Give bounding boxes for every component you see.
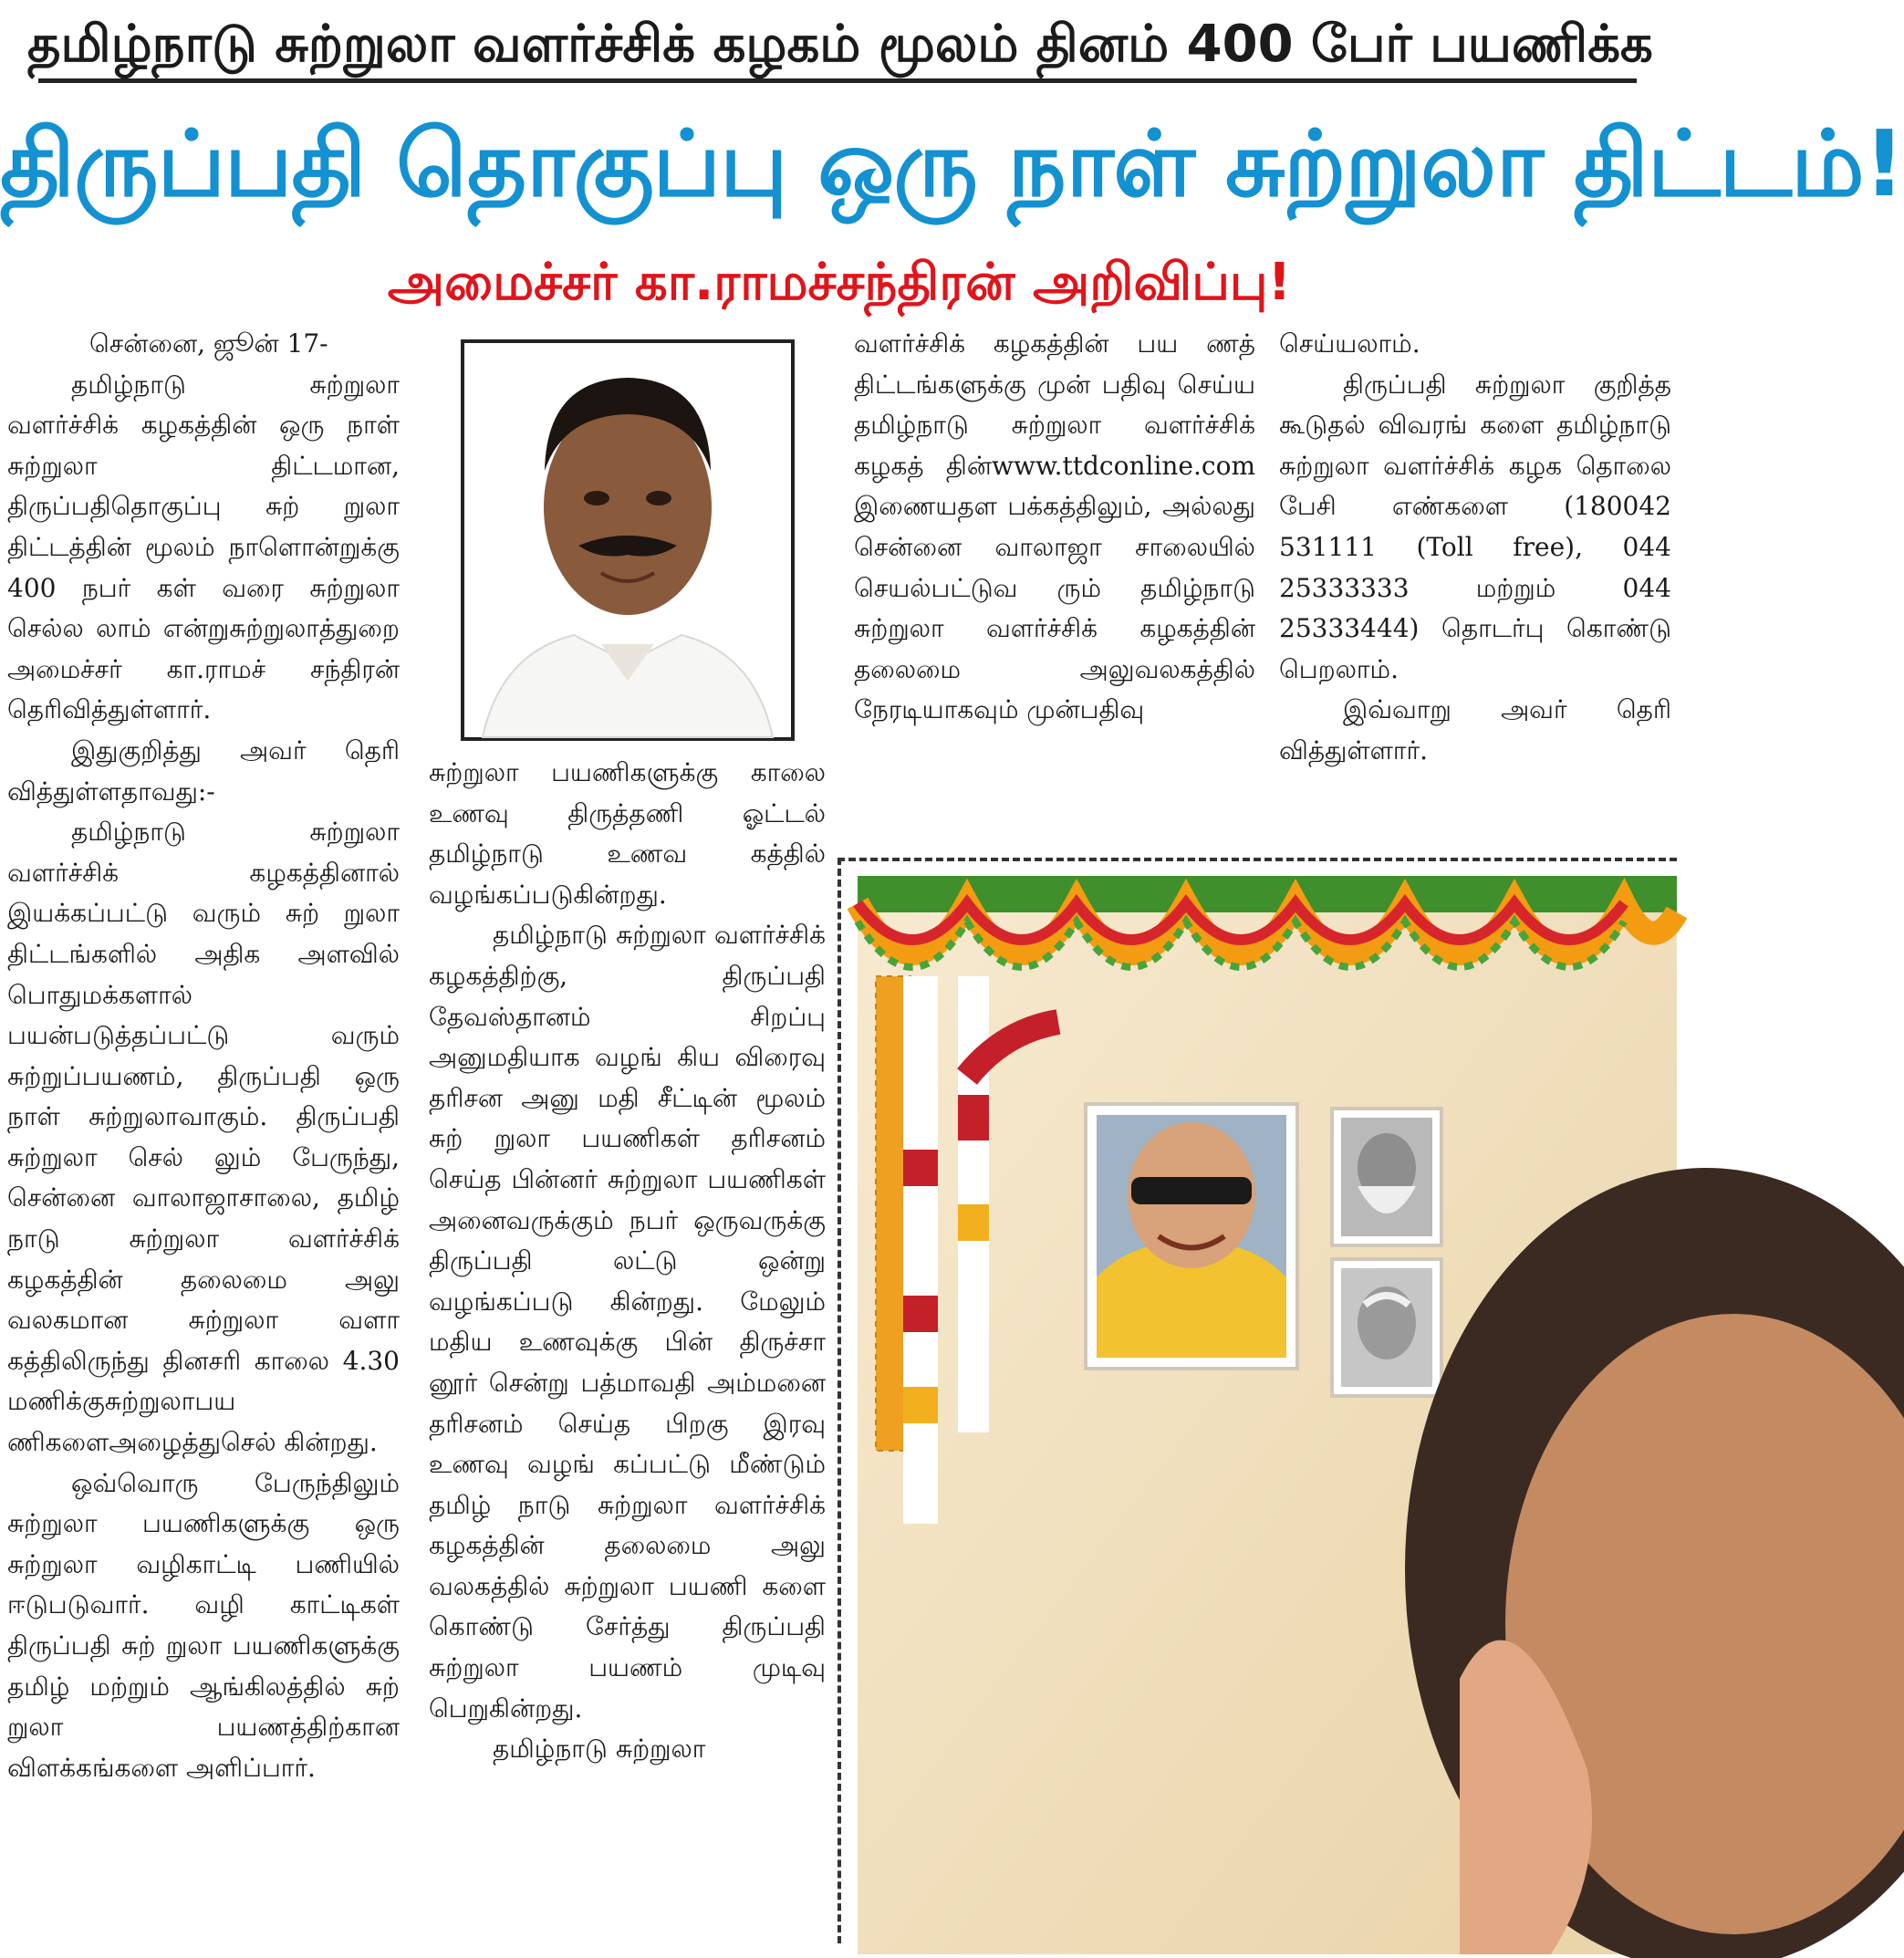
- kicker-underline: [38, 78, 1637, 83]
- kicker-headline: தமிழ்நாடு சுற்றுலா வளர்ச்சிக் கழகம் மூலம் தினம் 400 பேர் பயணிக்க: [27, 15, 1653, 74]
- paragraph: இதுகுறித்து அவர் தெரி வித்துள்ளதாவது:-: [7, 734, 400, 807]
- paragraph: செய்யலாம்.: [1279, 328, 1420, 359]
- paragraph: இவ்வாறு அவர் தெரி வித்துள்ளார்.: [1279, 694, 1671, 765]
- paragraph: தமிழ்நாடு சுற்றுலா வளர்ச்சிக் கழகத்தின் ஒரு நாள் சுற்றுலா திட்டமான, திருப்பதிதொகுப்பு சுற் றுலா திட்டத்தின் மூலம் நாளொன்றுக்கு 400 நபர் கள் வரை சுற்றுலா செல்ல லாம் என்றுசுற்றுலாத்துறை அமைச்சர் கா.ராமச் சந்திரன் தெரிவித்துள்ளார்.: [7, 369, 400, 725]
- leader-portrait-small-top: [1332, 1109, 1441, 1245]
- advertisement-banner: [858, 876, 1677, 1954]
- article-column-2: [429, 753, 826, 1939]
- paragraph: சுற்றுலா பயணிகளுக்கு காலை உணவு திருத்தணி ஓட்டல் தமிழ்நாடு உணவ கத்தில் வழங்கப்படுகின்றது.: [429, 757, 826, 910]
- article-column-3: [854, 324, 1255, 835]
- minister-photo: [461, 339, 795, 741]
- dateline: சென்னை, ஜூன் 17-: [89, 328, 328, 359]
- paragraph: திருப்பதி சுற்றுலா குறித்த கூடுதல் விவரங் களை தமிழ்நாடு சுற்றுலா வளர்ச்சிக் கழக தொலை பேசி எண்களை (180042 531111 (Toll free), 044 25333333 மற்றும் 044 25333444) தொடர்பு கொண்டு பெறலாம்.: [1279, 369, 1671, 684]
- sub-headline: அமைச்சர் கா.ராமச்சந்திரன் அறிவிப்பு!: [387, 253, 1292, 312]
- leader-portrait-small-bottom: [1332, 1259, 1441, 1396]
- paragraph: வளர்ச்சிக் கழகத்தின் பய ணத் திட்டங்களுக்கு முன் பதிவு செய்ய தமிழ்நாடு சுற்றுலா வளர்ச்சிக் கழகத் தின்www.ttdconline.com இணையதள பக்கத்திலும், அல்லது சென்னை வாலாஜா சாலையில் செயல்பட்டுவ ரும் தமிழ்நாடு சுற்றுலா வளர்ச்சிக் கழகத்தின் தலைமை அலுவலகத்தில் நேரடியாகவும் முன்பதிவு: [854, 328, 1255, 725]
- paragraph: தமிழ்நாடு சுற்றுலா: [493, 1734, 706, 1765]
- paragraph: தமிழ்நாடு சுற்றுலா வளர்ச்சிக் கழகத்திற்கு, திருப்பதி தேவஸ்தானம் சிறப்பு அனுமதியாக வழங் கிய விரைவு தரிசன அனு மதி சீட்டின் மூலம் சுற் றுலா பயணிகள் தரிசனம் செய்த பின்னர் சுற்றுலா பயணிகள் அனைவருக்கும் நபர் ஒருவருக்கு திருப்பதி லட்டு ஒன்று வழங்கப்படு கின்றது. மேலும் மதிய உணவுக்கு பின் திருச்சா னூர் சென்று பத்மாவதி அம்மனை தரிசனம் செய்த பிறகு இரவு உணவு வழங் கப்பட்டு மீண்டும் தமிழ் நாடு சுற்றுலா வளர்ச்சிக் கழகத்தின் தலைமை அலு வலகத்தில் சுற்றுலா பயணி களை கொண்டு சேர்த்து திருப்பதி சுற்றுலா பயணம் முடிவு பெறுகின்றது.: [429, 920, 826, 1724]
- leader-portrait-large: [1086, 1104, 1297, 1369]
- article-column-1: [7, 324, 400, 1930]
- ad-border-left: [838, 858, 841, 1943]
- main-headline: திருப்பதி தொகுப்பு ஒரு நாள் சுற்றுலா திட்டம்!: [0, 110, 1904, 217]
- article-column-4: [1279, 324, 1671, 835]
- ad-border-top: [838, 858, 1677, 861]
- paragraph: ஒவ்வொரு பேருந்திலும் சுற்றுலா பயணிகளுக்கு ஒரு சுற்றுலா வழிகாட்டி பணியில் ஈடுபடுவார். வழி காட்டிகள் திருப்பதி சுற் றுலா பயணிகளுக்கு தமிழ் மற்றும் ஆங்கிலத்தில் சுற் றுலா பயணத்திற்கான விளக்கங்களை அளிப்பார்.: [7, 1467, 400, 1783]
- paragraph: தமிழ்நாடு சுற்றுலா வளர்ச்சிக் கழகத்தினால் இயக்கப்பட்டு வரும் சுற் றுலா திட்டங்களில் அதிக அளவில் பொதுமக்களால் பயன்படுத்தப்பட்டு வரும் சுற்றுப்பயணம், திருப்பதி ஒரு நாள் சுற்றுலாவாகும். திருப்பதி சுற்றுலா செல் லும் பேருந்து, சென்னை வாலாஜாசாலை, தமிழ் நாடு சுற்றுலா வளர்ச்சிக் கழகத்தின் தலைமை அலு வலகமான சுற்றுலா வளா கத்திலிருந்து தினசரி காலை 4.30 மணிக்குசுற்றுலாபய ணிகளைஅழைத்துசெல் கின்றது.: [7, 817, 400, 1458]
